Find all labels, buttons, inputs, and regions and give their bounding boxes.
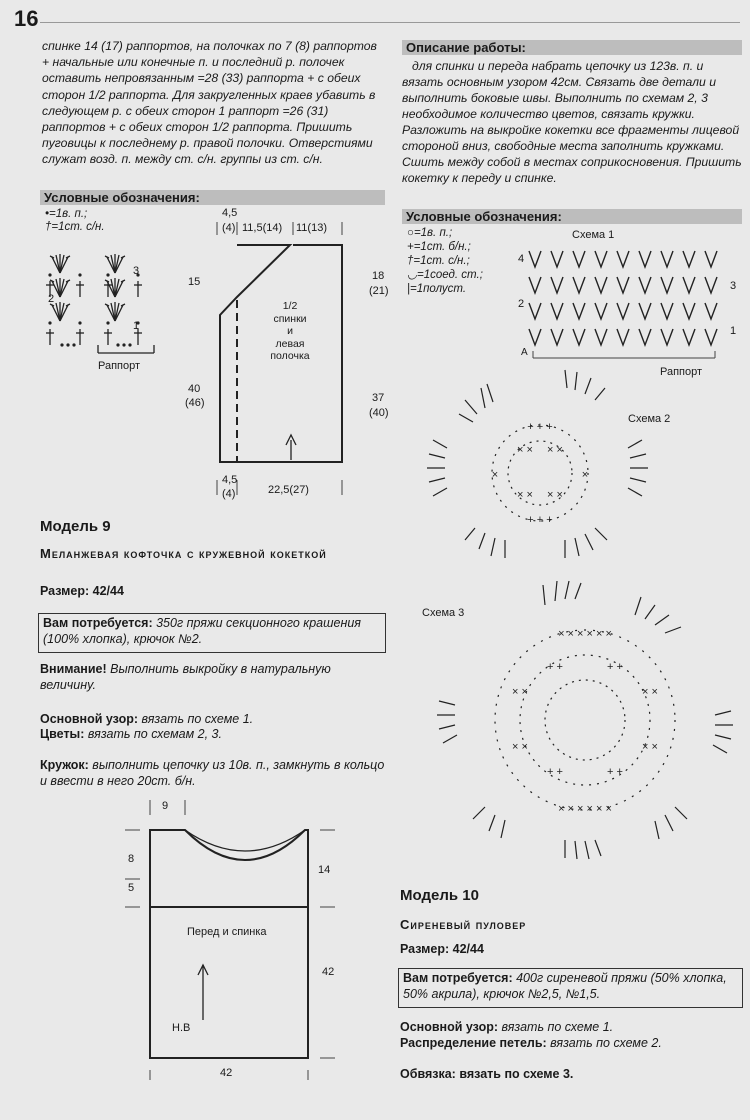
dim-left: 5 <box>128 882 135 894</box>
scheme1-row: 3 <box>730 280 737 292</box>
legend-left-heading: Условные обозначения: <box>40 190 385 205</box>
dim-right: 18 <box>372 270 385 282</box>
scheme2-title: Схема 2 <box>628 413 671 425</box>
chart-left-row: 2 <box>48 293 55 305</box>
left-top-text: спинке 14 (17) раппортов, на полочках по 7 (8) раппортов + начальные или конечные п. и последний р. полочек оставить непровязанным =28 (33) раппорта + с обеих сторон 1/2 раппорта. Для закругленных краев убавить в следующем р. с обеих сторон 1 раппорт =26 (31) раппортов + с обеих сторон 1/2 раппорта. Пришить пуговицы к последнему р. правой полочки. Отверстиями служат возд. п. между ст. с/н. группы из ст. с/н. <box>42 39 377 167</box>
scheme1-row: 4 <box>518 253 525 265</box>
legend-left-item: •=1в. п.; <box>45 208 88 220</box>
model10-edging: Обвязка: вязать по схеме 3. <box>400 1067 574 1081</box>
work-description-heading: Описание работы: <box>402 40 742 55</box>
svg-text:+ + +: + + + <box>527 514 553 526</box>
model9-flowers: Цветы: вязать по схемам 2, 3. <box>40 727 222 741</box>
model9-subtitle: Меланжевая кофточка с кружевной кокеткой <box>40 546 327 561</box>
model10-main-pattern: Основной узор: вязать по схеме 1. <box>400 1020 614 1034</box>
pattern-center-label: 1/2 спинки и левая полочка <box>270 300 310 362</box>
dim-top: 9 <box>162 800 169 812</box>
scheme1-start: A <box>521 347 528 358</box>
scheme2-chart <box>425 368 655 573</box>
model9-materials: Вам потребуется: 350г пряжи секционного крашения (100% хлопка), крючок №2. <box>38 613 386 653</box>
svg-text:× ×: × × <box>642 741 658 753</box>
model9-size: Размер: 42/44 <box>40 584 124 598</box>
svg-text:× ×: × × <box>642 686 658 698</box>
legend-right <box>407 226 483 296</box>
legend-right-item: |=1полуст. <box>407 283 467 295</box>
chart-left-row: 3 <box>133 265 140 277</box>
work-description-text: для спинки и переда набрать цепочку из 123в. п. и вязать основным узором 42см. Связать две детали и выполнить боковые швы. Выполнить по схемам 2, 3 необходимое количество цветов, связать кружки. Разложить на выкройке кокетки все фрагменты лицевой стороной вниз, свободные места заполнить кружками. Сшить между собой в местах соприкосновения. Пришить кокетку к переду и спинке. <box>402 59 742 185</box>
legend-left <box>45 208 105 234</box>
svg-text:×: × <box>491 469 499 481</box>
svg-text:+ +: + + <box>547 766 563 778</box>
svg-text:+ +: + + <box>607 661 623 673</box>
model10-materials: Вам потребуется: 400г сиреневой пряжи (50% хлопка, 50% акрила), крючок №2,5, №1,5. <box>398 968 743 1008</box>
dim-right: 42 <box>322 966 335 978</box>
svg-text:+ +: + + <box>547 661 563 673</box>
svg-text:× ×: × × <box>517 444 533 456</box>
legend-right-item: +=1ст. б/н.; <box>407 241 471 253</box>
svg-text:× ×: × × <box>512 741 528 753</box>
dim-bottom: 22,5(27) <box>268 484 309 496</box>
dim-top: 11(13) <box>296 222 327 234</box>
page-number: 16 <box>14 6 39 31</box>
scheme1-row: 2 <box>518 298 525 310</box>
dim-bottom: 42 <box>220 1067 233 1079</box>
model9-main-pattern: Основной узор: вязать по схеме 1. <box>40 712 254 726</box>
model9-attention: Внимание! Выполнить выкройку в натуральную величину. <box>40 662 331 692</box>
dim-bottom: 4,5 <box>222 474 238 486</box>
dim-left: 40 <box>188 383 201 395</box>
dim-left: 15 <box>188 276 201 288</box>
scheme1-row: 1 <box>730 325 737 337</box>
svg-text:+ + +: + + + <box>527 421 553 433</box>
svg-text:× ×: × × <box>517 489 533 501</box>
dim-right: (40) <box>369 407 389 419</box>
svg-text:× ×: × × <box>547 444 563 456</box>
arrow-label: Н.В <box>172 1022 191 1034</box>
model10-distribution: Распределение петель: вязать по схеме 2. <box>400 1036 662 1050</box>
model9-circle: Кружок: выполнить цепочку из 10в. п., замкнуть в кольцо и ввести в него 20ст. б/н. <box>40 758 385 788</box>
dim-top: 11,5(14) <box>242 222 283 234</box>
scheme1-repeat-label: Раппорт <box>660 366 703 378</box>
legend-right-item: ◡=1соед. ст.; <box>407 269 483 281</box>
chart-left-row: 1 <box>133 320 140 332</box>
svg-text:× × × × × ×: × × × × × × <box>558 803 612 815</box>
svg-text:× ×: × × <box>512 686 528 698</box>
model10-subtitle: Сиреневый пуловер <box>400 917 527 932</box>
dim-bottom: (4) <box>222 488 236 500</box>
svg-text:× × × × × ×: × × × × × × <box>558 628 612 640</box>
legend-left-item: †=1ст. с/н. <box>45 221 105 233</box>
svg-text:+ +: + + <box>607 766 623 778</box>
dim-top: 4,5 <box>222 207 238 219</box>
dim-left: 8 <box>128 853 135 865</box>
legend-right-item: †=1ст. с/н.; <box>407 255 470 267</box>
top-rule <box>40 22 740 23</box>
dim-top: (4) <box>222 222 236 234</box>
scheme3-title: Схема 3 <box>422 607 465 619</box>
scheme1-title: Схема 1 <box>572 229 615 241</box>
legend-right-item: ○=1в. п.; <box>407 227 453 239</box>
model10-size: Размер: 42/44 <box>400 942 484 956</box>
chart-left-repeat-label: Раппорт <box>98 360 141 372</box>
scheme3-chart <box>435 575 740 865</box>
pattern-center-label: Перед и спинка <box>187 926 267 938</box>
dim-right: 37 <box>372 392 385 404</box>
stitch-chart-left <box>40 245 190 375</box>
dim-right: 14 <box>318 864 331 876</box>
model10-title: Модель 10 <box>400 887 479 904</box>
model9-title: Модель 9 <box>40 518 111 535</box>
scheme1-chart <box>515 245 745 360</box>
dim-right: (21) <box>369 285 389 297</box>
svg-text:×: × <box>581 469 589 481</box>
legend-right-heading: Условные обозначения: <box>402 209 742 224</box>
svg-text:× ×: × × <box>547 489 563 501</box>
dim-left: (46) <box>185 397 205 409</box>
